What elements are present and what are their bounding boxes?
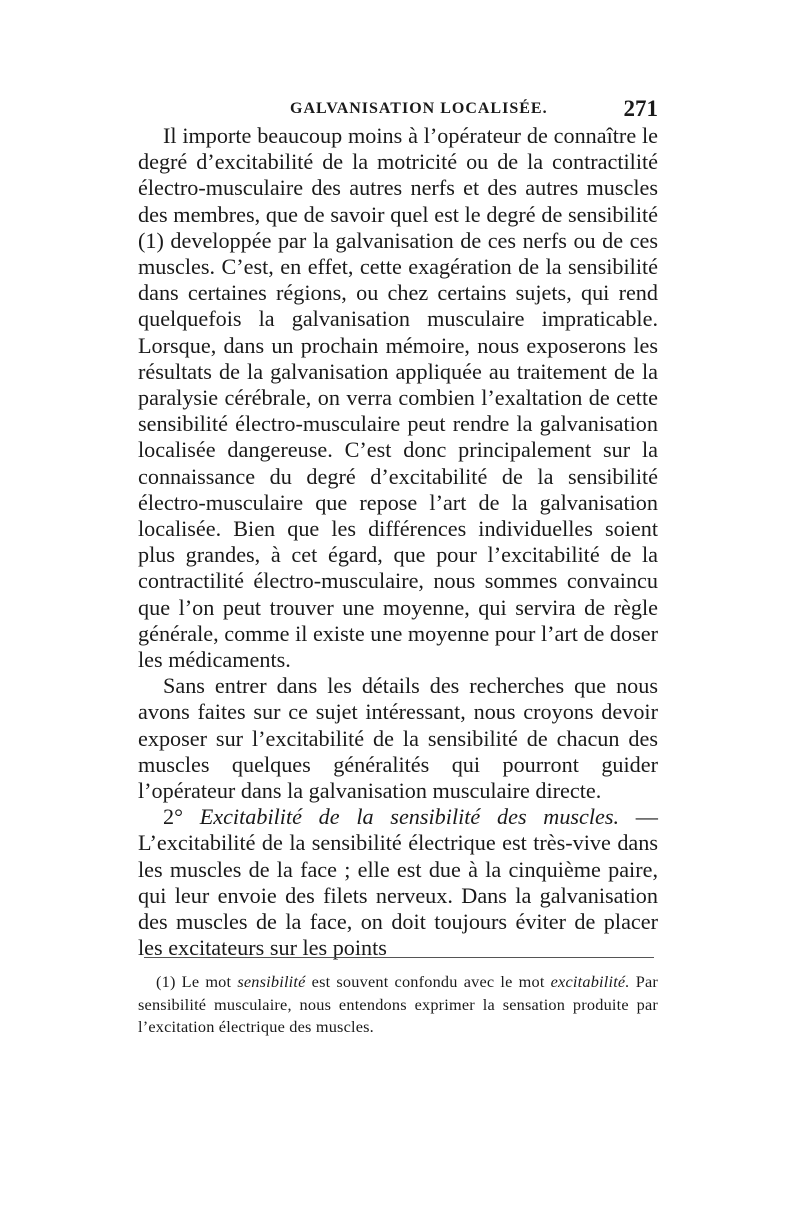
page-number: 271: [623, 96, 658, 121]
footnote-paragraph: [138, 971, 658, 1039]
footnote-rule: [144, 957, 654, 958]
footnote-term: sensibilité: [237, 972, 306, 991]
footnote-term: excitabilité.: [550, 972, 630, 991]
paragraph: [138, 673, 658, 804]
main-text: [138, 123, 658, 962]
running-title: GALVANISATION LOCALISÉE.: [290, 100, 548, 117]
section-number: 2°: [163, 804, 183, 830]
footnote-marker: (1): [156, 972, 176, 991]
running-header: [138, 96, 658, 126]
section-dash: —: [619, 804, 658, 830]
paragraph-text: Sans entrer dans les détails des recherches que nous avons faites sur ce sujet intéressant, nous croyons devoir exposer sur l’excitabilité de la sensibilité de chacun des muscles quelques généralités qui pourront guider l’opérateur dans la galvanisation musculaire directe.: [138, 673, 658, 804]
section-paragraph: [138, 804, 658, 961]
footnote-text: Par sensibilité musculaire, nous entendons exprimer la sensation produite par l’excitation électrique des muscles.: [138, 972, 659, 1036]
footnote-text: est souvent confondu avec le mot: [305, 972, 551, 991]
paragraph: Il importe beaucoup moins à l’opérateur de connaître le degré d’excitabilité de la motricité ou de la contractilité électro-musculaire des autres nerfs et des autres muscles des membres, que de savoir quel est le degré de sensibilité (1) developpée par la galvanisation de ces nerfs ou de ces muscles. C’est, en effet, cette exagération de la sensibilité dans certaines régions, ou chez certains sujets, qui rend quelquefois la galvanisation musculaire impraticable. Lorsque, dans un prochain mémoire, nous exposerons les résultats de la galvanisation appliquée au traitement de la paralysie cérébrale, on verra combien l’exaltation de cette sensibilité électro-musculaire peut rendre la galvanisation localisée dangereuse. C’est donc principalement sur la connaissance du degré d’excitabilité de la sensibilité électro-musculaire que repose l’art de la galvanisation localisée. Bien que les différences individuelles soient plus grandes, à cet égard, que pour l’excitabilité de la contractilité électro-musculaire, nous sommes convaincu que l’on peut trouver une moyenne, qui servira de règle générale, comme il existe une moyenne pour l’art de doser les médicaments.: [138, 123, 658, 673]
footnote: [138, 971, 658, 1039]
footnote-text: Le mot: [175, 972, 238, 991]
section-heading: Excitabilité de la sensibilité des muscles.: [199, 804, 620, 830]
paragraph-text: L’excitabilité de la sensibilité électrique est très-vive dans les muscles de la face ; elle est due à la cinquième paire, qui leur envoie des filets nerveux. Dans la galvanisation des muscles de la face, on doit toujours éviter de placer les excitateurs sur les points: [138, 830, 658, 961]
